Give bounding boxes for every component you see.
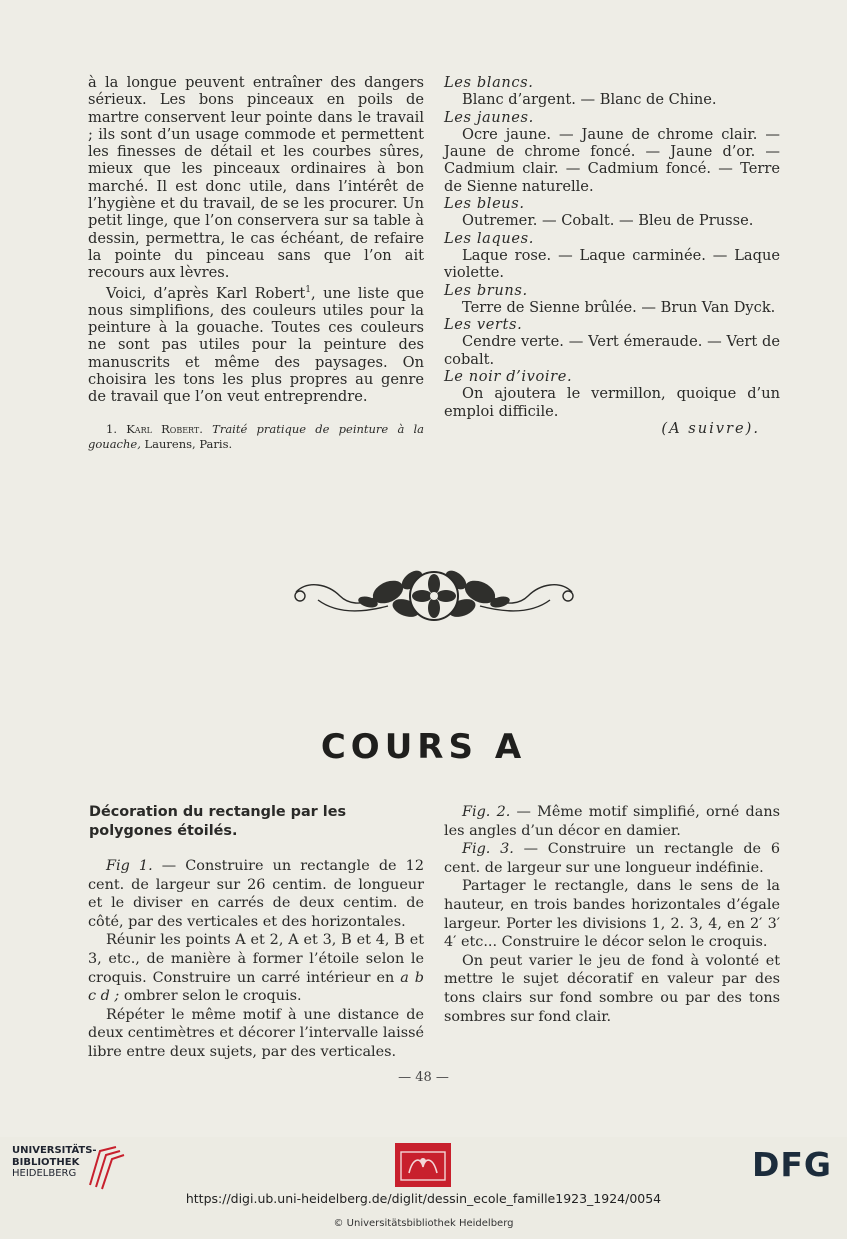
page-url[interactable]: https://digi.ub.uni-heidelberg.de/diglit/dessin_ecole_famille1923_1924/0054 [185,1191,662,1206]
color-list: On ajoutera le vermillon, quoique d’un emploi difficile. [444,385,780,420]
divide-paragraph: Partager le rectangle, dans le sens de la hauteur, en trois bandes horizontales d’égale largeur. Porter les divisions 1, 2. 3, 4, en 2′ 3′ 4′ etc... Construire le décor selon le croquis. [444,878,780,951]
fig2-paragraph: Fig. 2. — Même motif simplifié, orné dans les angles d’un décor en damier. [444,804,780,839]
color-heading: Les laques. [444,229,534,247]
color-list: Cendre verte. — Vert émeraude. — Vert de cobalt. [444,333,780,368]
color-heading: Le noir d’ivoire. [444,368,573,386]
color-group-greens [444,316,780,368]
color-group-browns [444,282,780,317]
color-group-yellows [444,109,780,195]
dfg-logo[interactable]: DFG [752,1145,833,1184]
page-number: — 48 — [398,1070,449,1085]
library-mark-icon [86,1145,126,1191]
color-group-ivory-black [444,368,780,420]
right-column-top [444,74,780,437]
colors-intro-paragraph: Voici, d’après Karl Robert$^1$, une liste que nous simplifions, des couleurs utiles pour la peinture à la gouache. Toutes ces couleurs ne sont pas utiles pour la peinture des manuscrits et même des paysages. On choisira les tons les plus propres au genre de travail que l’on veut entreprendre. [88,284,424,406]
points-paragraph: Réunir les points A et 2, A et 3, B et 4, B et 3, etc., de manière à former l’étoile selon le croquis. Construire un carré intérieur en a b c d ; ombrer selon le croquis. [88,932,424,1005]
color-heading: Les jaunes. [444,108,534,126]
left-column-bottom [88,803,424,1062]
right-column-bottom [444,803,780,1026]
color-list: Outremer. — Cobalt. — Bleu de Prusse. [462,212,754,230]
to-be-continued: (A suivre). [661,419,760,437]
color-list: Blanc d’argent. — Blanc de Chine. [462,91,717,109]
color-group-whites [444,74,780,109]
book-arts-emblem-icon [395,1143,451,1187]
floral-ornament-icon [288,562,580,632]
background-paragraph: On peut varier le jeu de fond à volonté et mettre le sujet décoratif en valeur par des tons clairs sur fond sombre ou par des tons sombres sur fond clair. [444,952,780,1025]
color-group-blues [444,195,780,230]
library-name: UNIVERSITÄTS- BIBLIOTHEK HEIDELBERG [12,1145,97,1179]
copyright-notice: © Universitätsbibliothek Heidelberg [333,1218,514,1229]
repeat-paragraph: Répéter le même motif à une distance de deux centimètres et décorer l’intervalle laissé libre entre deux sujets, par des verticales. [88,1006,424,1060]
fig3-paragraph: Fig. 3. — Construire un rectangle de 6 cent. de largeur sur une longueur indéfinie. [444,841,780,876]
section-heading: Décoration du rectangle par les polygones étoilés. [89,804,347,839]
brush-paragraph: à la longue peuvent entraîner des dangers sérieux. Les bons pinceaux en poils de martre conservent leur pointe dans le travail ; ils sont d’un usage commode et permettent les finesses de détail et les courbes sûres, mieux que les pinceaux ordinaires à bon marché. Il est donc utile, dans l’intérêt de l’hygiène et du travail, de se les procurer. Un petit linge, que l’on conservera sur sa table à dessin, permettra, le cas échéant, de refaire la pointe du pinceau sans que l’on ait recours aux lèvres. [88,74,424,282]
color-list: Laque rose. — Laque carminée. — Laque violette. [444,246,780,282]
color-heading: Les bleus. [444,195,525,213]
color-list: Ocre jaune. — Jaune de chrome clair. — Jaune de chrome foncé. — Jaune d’or. — Cadmium clair. — Cadmium foncé. — Terre de Sienne naturelle. [444,125,780,195]
viewer-footer [0,1137,847,1239]
footnote-ref: 1 [305,284,312,295]
footnote: 1. Karl Robert. Traité pratique de peinture à la gouache, Laurens, Paris. [88,421,425,451]
color-heading: Les verts. [444,316,523,334]
fig1-paragraph: Fig 1. — Construire un rectangle de 12 cent. de largeur sur 26 centim. de longueur et le diviser en carrés de deux centim. de côté, par des verticales et des horizontales. [88,858,424,930]
left-column-top [88,74,424,452]
center-partner-logo[interactable] [395,1143,451,1187]
university-library-logo[interactable] [12,1145,122,1189]
color-list: Terre de Sienne brûlée. — Brun Van Dyck. [462,298,776,316]
color-heading: Les bruns. [444,281,528,299]
course-title: COURS A [320,727,527,767]
color-group-lakes [444,230,780,282]
color-heading: Les blancs. [444,74,534,91]
